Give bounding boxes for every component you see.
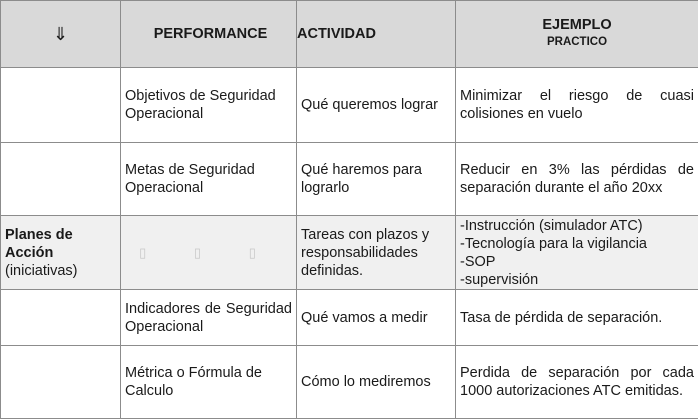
down-arrow-icon: ⇓ xyxy=(1,1,121,68)
list-item: -supervisión xyxy=(460,271,539,288)
row-performance-cell: Métrica o Fórmula de Calculo xyxy=(121,346,297,419)
table-header-row xyxy=(1,1,698,68)
row-phase-cell xyxy=(1,346,121,419)
row-ejemplo-cell: Minimizar el riesgo de cuasi colisiones en vuelo xyxy=(456,68,698,143)
row-actividad-cell: Qué vamos a medir xyxy=(297,290,456,346)
row-phase-cell xyxy=(1,143,121,216)
row-actividad-cell: Cómo lo mediremos xyxy=(297,346,456,419)
row-ejemplo-cell xyxy=(456,216,698,290)
row-actividad-cell: Qué haremos para lograrlo xyxy=(297,143,456,216)
row-ejemplo-cell: Tasa de pérdida de separación. xyxy=(456,290,698,346)
header-ejemplo-subtitle: PRACTICO xyxy=(546,36,608,48)
row-ejemplo-cell: Reducir en 3% las pérdidas de separación durante el año 20xx xyxy=(456,143,698,216)
row-ejemplo-cell: Perdida de separación por cada 1000 autorizaciones ATC emitidas. xyxy=(456,346,698,419)
row-performance-cell: Objetivos de Seguridad Operacional xyxy=(121,68,297,143)
row-phase-cell xyxy=(1,290,121,346)
row-actividad-cell: Qué queremos lograr xyxy=(297,68,456,143)
list-item: -Tecnología para la vigilancia xyxy=(460,235,647,252)
phase-title: Planes de Acción xyxy=(5,226,73,261)
row-actividad-cell: Tareas con plazos y responsabilidades definidas. xyxy=(297,216,456,290)
row-phase-cell xyxy=(1,68,121,143)
row-performance-cell: Metas de Seguridad Operacional xyxy=(121,143,297,216)
table-row xyxy=(1,68,698,143)
table-row xyxy=(1,346,698,419)
list-item: -Instrucción (simulador ATC) xyxy=(460,217,643,234)
row-phase-cell xyxy=(1,216,121,290)
table-row-highlighted xyxy=(1,216,698,290)
header-ejemplo-title: EJEMPLO xyxy=(542,17,612,33)
list-item: -SOP xyxy=(460,253,496,270)
header-actividad: ACTIVIDAD xyxy=(297,1,456,68)
placeholder-symbols: ▯ ▯ ▯ xyxy=(121,216,297,290)
table-row xyxy=(1,290,698,346)
row-performance-cell: Indicadores de Seguridad Operacional xyxy=(121,290,297,346)
header-ejemplo xyxy=(456,1,698,68)
phase-subtitle: (iniciativas) xyxy=(5,262,78,279)
header-performance: PERFORMANCE xyxy=(121,1,297,68)
table-row xyxy=(1,143,698,216)
